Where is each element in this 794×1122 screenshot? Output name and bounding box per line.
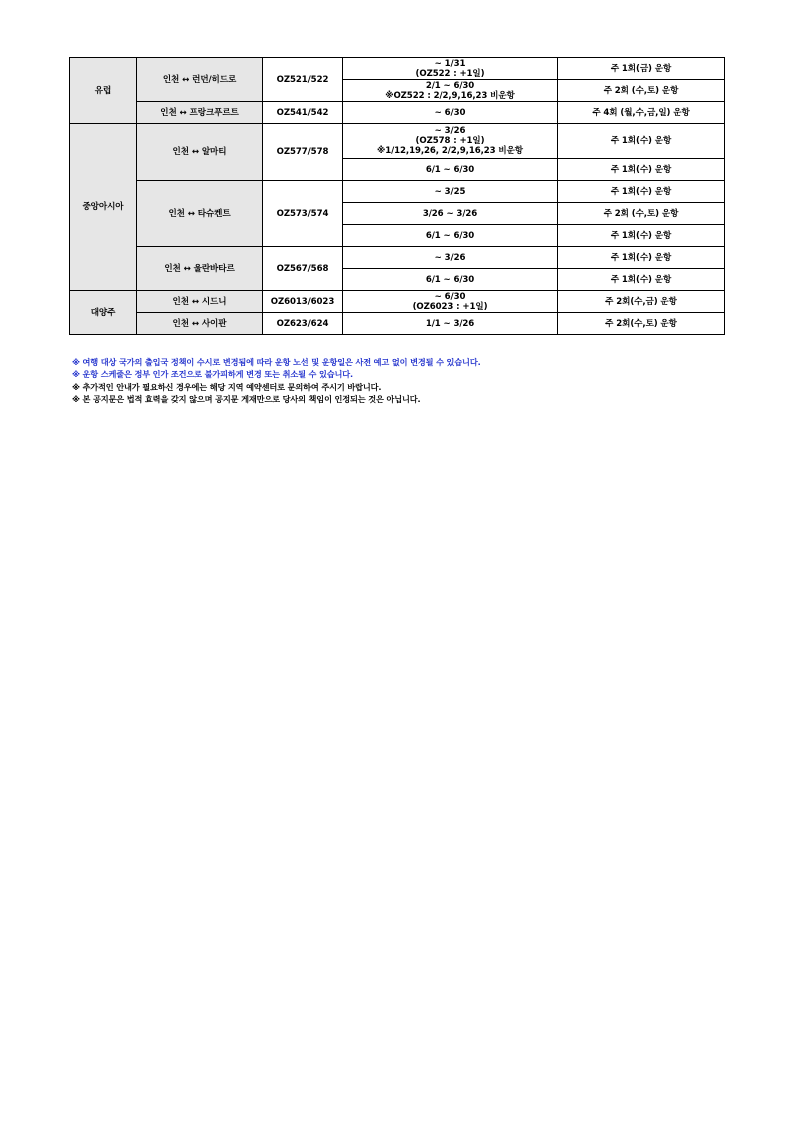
frequency-cell: 주 1회(수) 운항 [558, 269, 725, 291]
region-cell: 중앙아시아 [70, 124, 137, 291]
note-line: ※ 운항 스케줄은 정부 인가 조건으로 불가피하게 변경 또는 취소될 수 있습니다. [72, 369, 354, 380]
table-row [70, 313, 725, 335]
period-line: ~ 1/31 [434, 58, 466, 69]
note-line: ※ 본 공지문은 법적 효력을 갖지 않으며 공지문 게재만으로 당사의 책임이 인정되는 것은 아닙니다. [72, 393, 421, 404]
period-line: ~ 3/26 [434, 252, 466, 263]
period-line: 3/26 ~ 3/26 [422, 208, 478, 219]
region-cell: 대양주 [70, 291, 137, 335]
flight-number-cell: OZ567/568 [263, 247, 343, 291]
flight-number-cell: OZ6013/6023 [263, 291, 343, 313]
frequency-cell: 주 1회(수) 운항 [558, 181, 725, 203]
period-cell [343, 58, 558, 80]
route-cell: 인천 ↔ 시드니 [137, 291, 263, 313]
period-cell [343, 80, 558, 102]
note-line: ※ 추가적인 안내가 필요하신 경우에는 해당 지역 예약센터로 문의하여 주시기 바랍니다. [72, 381, 382, 392]
route-cell: 인천 ↔ 울란바타르 [137, 247, 263, 291]
period-line: ~ 6/30 [434, 107, 466, 118]
period-cell [343, 124, 558, 159]
period-line: 6/1 ~ 6/30 [425, 164, 475, 175]
route-cell: 인천 ↔ 런던/히드로 [137, 58, 263, 102]
table-row [70, 291, 725, 313]
period-line: ~ 6/30 [434, 291, 466, 302]
region-cell: 유럽 [70, 58, 137, 124]
period-cell [343, 225, 558, 247]
period-cell [343, 313, 558, 335]
period-line: ※1/12,19,26, 2/2,9,16,23 비운항 [376, 146, 524, 156]
flight-schedule-table [69, 57, 725, 335]
flight-number-cell: OZ541/542 [263, 102, 343, 124]
frequency-cell: 주 2회 (수,토) 운항 [558, 203, 725, 225]
route-cell: 인천 ↔ 프랑크푸르트 [137, 102, 263, 124]
frequency-cell: 주 2회(수,토) 운항 [558, 313, 725, 335]
table-row [70, 102, 725, 124]
frequency-cell: 주 1회(수) 운항 [558, 225, 725, 247]
period-line: (OZ522 : +1일) [415, 68, 485, 79]
period-line: 1/1 ~ 3/26 [425, 318, 475, 329]
period-line: (OZ6023 : +1일) [412, 301, 488, 312]
period-line: ※OZ522 : 2/2,9,16,23 비운항 [385, 90, 515, 101]
table-row [70, 58, 725, 80]
period-cell [343, 291, 558, 313]
flight-number-cell: OZ577/578 [263, 124, 343, 181]
route-cell: 인천 ↔ 사이판 [137, 313, 263, 335]
frequency-cell: 주 4회 (월,수,금,일) 운항 [558, 102, 725, 124]
notes-section [72, 356, 732, 405]
flight-number-cell: OZ521/522 [263, 58, 343, 102]
frequency-cell: 주 2회 (수,토) 운항 [558, 80, 725, 102]
table-row [70, 181, 725, 203]
frequency-cell: 주 1회(수) 운항 [558, 124, 725, 159]
period-line: 6/1 ~ 6/30 [425, 274, 475, 285]
period-cell [343, 181, 558, 203]
period-cell [343, 247, 558, 269]
period-line: ~ 3/26 [434, 126, 466, 136]
period-cell [343, 203, 558, 225]
period-cell [343, 269, 558, 291]
period-cell [343, 102, 558, 124]
frequency-cell: 주 1회(금) 운항 [558, 58, 725, 80]
flight-number-cell: OZ573/574 [263, 181, 343, 247]
period-line: 2/1 ~ 6/30 [425, 80, 475, 91]
table-row [70, 124, 725, 159]
period-line: 6/1 ~ 6/30 [425, 230, 475, 241]
period-cell [343, 159, 558, 181]
flight-number-cell: OZ623/624 [263, 313, 343, 335]
route-cell: 인천 ↔ 알마티 [137, 124, 263, 181]
frequency-cell: 주 1회(수) 운항 [558, 159, 725, 181]
note-line: ※ 여행 대상 국가의 출입국 정책이 수시로 변경됨에 따라 운항 노선 및 운항일은 사전 예고 없이 변경될 수 있습니다. [72, 357, 481, 367]
period-line: (OZ578 : +1일) [415, 136, 485, 146]
route-cell: 인천 ↔ 타슈켄트 [137, 181, 263, 247]
table-row [70, 247, 725, 269]
frequency-cell: 주 2회(수,금) 운항 [558, 291, 725, 313]
period-line: ~ 3/25 [434, 186, 466, 197]
frequency-cell: 주 1회(수) 운항 [558, 247, 725, 269]
